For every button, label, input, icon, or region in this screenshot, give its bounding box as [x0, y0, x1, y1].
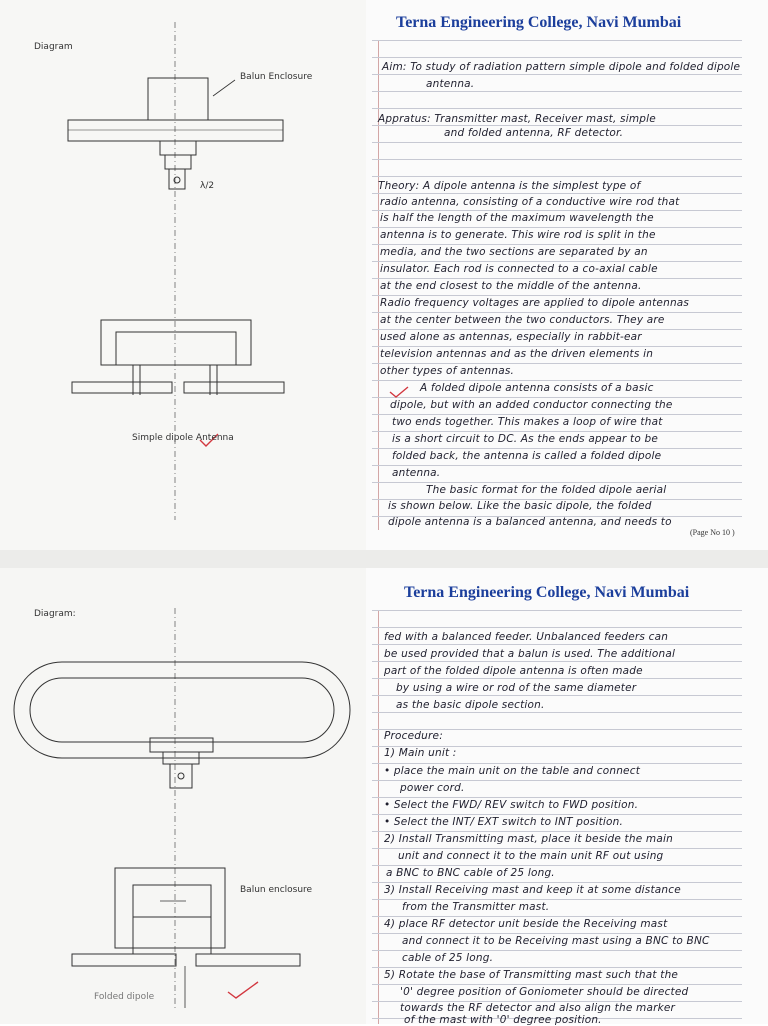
- text-line: and folded antenna, RF detector.: [444, 127, 624, 139]
- text-line: antenna.: [426, 78, 475, 90]
- text-line: television antennas and as the driven elements in: [380, 348, 654, 360]
- text-line: Aim: To study of radiation pattern simple dipole and folded dipole: [382, 61, 741, 73]
- diagram-heading-top: Diagram: [34, 42, 73, 52]
- diagram-heading-bottom: Diagram:: [34, 609, 76, 619]
- text-line: is half the length of the maximum wavelength the: [380, 212, 654, 224]
- lambda-label: λ/2: [200, 181, 215, 191]
- text-line: and connect it to be Receiving mast using a BNC to BNC: [402, 935, 710, 947]
- text-line: 2) Install Transmitting mast, place it beside the main: [384, 833, 673, 845]
- text-line: of the mast with '0' degree position.: [404, 1014, 602, 1026]
- text-line: cable of 25 long.: [402, 952, 494, 964]
- text-line: '0' degree position of Goniometer should be directed: [400, 986, 689, 998]
- text-line: media, and the two sections are separated by an: [380, 246, 648, 258]
- folded-dipole-caption: Folded dipole: [94, 992, 155, 1002]
- balun-label-bottom: Balun enclosure: [240, 885, 313, 895]
- text-line: antenna is to generate. This wire rod is split in the: [380, 229, 656, 241]
- text-line: is a short circuit to DC. As the ends appear to be: [392, 433, 659, 445]
- text-line: used alone as antennas, especially in rabbit-ear: [380, 331, 642, 343]
- text-line: by using a wire or rod of the same diameter: [396, 682, 637, 694]
- text-line: Theory: A dipole antenna is the simplest type of: [378, 180, 641, 192]
- folded-dipole-diagram: [0, 568, 366, 1024]
- simple-dipole-caption: Simple dipole Antenna: [132, 433, 234, 443]
- balun-label-top: Balun Enclosure: [240, 72, 313, 82]
- red-check-top: [366, 0, 426, 555]
- text-line: insulator. Each rod is connected to a co-axial cable: [380, 263, 658, 275]
- text-line: fed with a balanced feeder. Unbalanced feeders can: [384, 631, 669, 643]
- text-line: dipole, but with an added conductor connecting the: [390, 399, 673, 411]
- text-line: • Select the INT/ EXT switch to INT position.: [384, 816, 624, 828]
- text-line: from the Transmitter mast.: [402, 901, 550, 913]
- text-line: is shown below. Like the basic dipole, the folded: [388, 500, 652, 512]
- college-header-bottom: Terna Engineering College, Navi Mumbai: [404, 584, 690, 601]
- text-line: 5) Rotate the base of Transmitting mast such that the: [384, 969, 679, 981]
- text-line: towards the RF detector and also align the marker: [400, 1002, 676, 1014]
- text-line: at the center between the two conductors. They are: [380, 314, 665, 326]
- text-line: radio antenna, consisting of a conductive wire rod that: [380, 196, 680, 208]
- margin-line-bottom: [378, 610, 379, 1024]
- text-line: The basic format for the folded dipole aerial: [426, 484, 667, 496]
- text-line: 3) Install Receiving mast and keep it at some distance: [384, 884, 681, 896]
- text-line: • place the main unit on the table and connect: [384, 765, 641, 777]
- college-header-top: Terna Engineering College, Navi Mumbai: [396, 14, 682, 31]
- text-line: Radio frequency voltages are applied to dipole antennas: [380, 297, 690, 309]
- text-line: 4) place RF detector unit beside the Receiving mast: [384, 918, 668, 930]
- text-line: be used provided that a balun is used. The additional: [384, 648, 676, 660]
- text-line: Appratus: Transmitter mast, Receiver mast, simple: [378, 113, 656, 125]
- text-line: as the basic dipole section.: [396, 699, 545, 711]
- text-line: • Select the FWD/ REV switch to FWD position.: [384, 799, 639, 811]
- text-line: other types of antennas.: [380, 365, 515, 377]
- text-line: 1) Main unit :: [384, 747, 457, 759]
- text-line: two ends together. This makes a loop of wire that: [392, 416, 663, 428]
- procedure-heading: Procedure:: [384, 730, 443, 742]
- text-line: A folded dipole antenna consists of a basic: [420, 382, 654, 394]
- text-line: dipole antenna is a balanced antenna, and needs to: [388, 516, 672, 528]
- text-line: unit and connect it to the main unit RF out using: [398, 850, 664, 862]
- text-line: power cord.: [400, 782, 465, 794]
- page-number: (Page No 10 ): [690, 528, 735, 537]
- text-line: a BNC to BNC cable of 25 long.: [386, 867, 555, 879]
- text-line: part of the folded dipole antenna is often made: [384, 665, 643, 677]
- text-line: at the end closest to the middle of the antenna.: [380, 280, 642, 292]
- text-line: folded back, the antenna is called a folded dipole: [392, 450, 662, 462]
- text-line: antenna.: [392, 467, 441, 479]
- simple-dipole-diagram: [0, 0, 366, 555]
